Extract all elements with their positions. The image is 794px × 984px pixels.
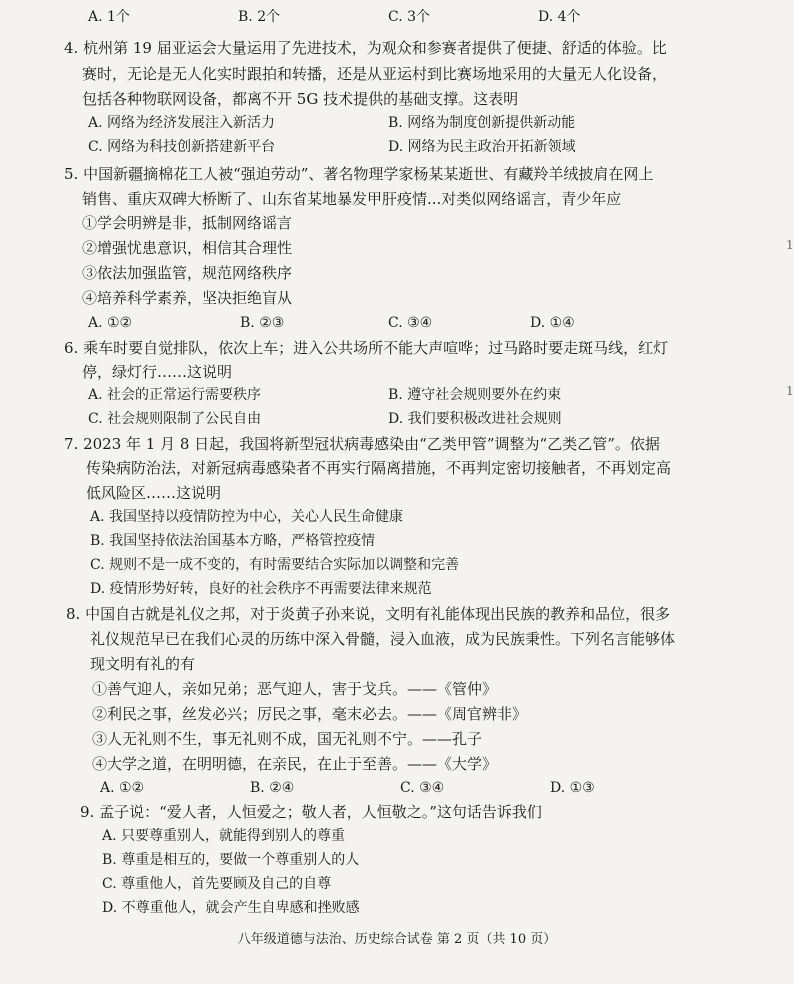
- q6-option-a: A. 社会的正常运行需要秩序: [88, 387, 262, 403]
- q3-option-b: B. 2个: [238, 9, 281, 25]
- q5-option-c: C. ③④: [388, 315, 433, 331]
- q6-line-1: 6. 乘车时要自觉排队，依次上车；进入公共场所不能大声喧哗；过马路时要走斑马线，红灯: [64, 339, 669, 357]
- q5-item-3: ③依法加强监管，规范网络秩序: [82, 264, 293, 282]
- q6-option-c: C. 社会规则限制了公民自由: [88, 411, 262, 427]
- q4-line-2: 赛时，无论是无人化实时跟拍和转播，还是从亚运村到比赛场地采用的大量无人化设备，: [82, 65, 668, 83]
- q5-option-b: B. ②③: [240, 315, 285, 331]
- q8-line-1: 8. 中国自古就是礼仪之邦，对于炎黄子孙来说，文明有礼能体现出民族的教养和品位，很多: [66, 605, 671, 623]
- page-footer: 八年级道德与法治、历史综合试卷 第 2 页（共 10 页）: [237, 932, 557, 947]
- edge-mark-1: 1: [786, 238, 794, 252]
- q5-item-4: ④培养科学素养，坚决拒绝盲从: [82, 289, 293, 307]
- q4-line-3: 包括各种物联网设备，都离不开 5G 技术提供的基础支撑。这表明: [82, 90, 519, 108]
- q8-option-c: C. ③④: [400, 780, 445, 796]
- q3-option-c: C. 3个: [388, 9, 431, 25]
- q8-option-a: A. ①②: [100, 780, 145, 796]
- q4-line-1: 4. 杭州第 19 届亚运会大量运用了先进技术，为观众和参赛者提供了便捷、舒适的体验。比: [64, 39, 667, 57]
- q9-option-d: D. 不尊重他人，就会产生自卑感和挫败感: [102, 900, 360, 916]
- q9-line-1: 9. 孟子说：“爱人者，人恒爱之；敬人者，人恒敬之。”这句话告诉我们: [80, 803, 542, 821]
- q7-option-d: D. 疫情形势好转，良好的社会秩序不再需要法律来规范: [90, 581, 432, 597]
- q8-line-3: 现文明有礼的有: [90, 655, 196, 673]
- q4-option-c: C. 网络为科技创新搭建新平台: [88, 139, 276, 155]
- q7-option-c: C. 规则不是一成不变的，有时需要结合实际加以调整和完善: [90, 557, 460, 573]
- q9-option-a: A. 只要尊重别人，就能得到别人的尊重: [102, 828, 346, 844]
- edge-mark-2: 1: [786, 384, 794, 398]
- q3-option-a: A. 1个: [88, 9, 130, 25]
- q7-line-2: 传染病防治法，对新冠病毒感染者不再实行隔离措施，不再判定密切接触者，不再划定高: [86, 459, 672, 477]
- q4-option-b: B. 网络为制度创新提供新动能: [388, 115, 576, 131]
- q8-item-4: ④大学之道，在明明德，在亲民，在止于至善。——《大学》: [92, 755, 498, 773]
- q4-option-a: A. 网络为经济发展注入新活力: [88, 115, 276, 131]
- q8-item-2: ②利民之事，丝发必兴；厉民之事，毫末必去。——《周官辨非》: [92, 705, 528, 723]
- q6-option-d: D. 我们要积极改进社会规则: [388, 411, 562, 427]
- q5-option-d: D. ①④: [530, 315, 575, 331]
- q8-option-d: D. ①③: [550, 780, 595, 796]
- q7-option-b: B. 我国坚持依法治国基本方略，严格管控疫情: [90, 533, 376, 549]
- q8-item-1: ①善气迎人，亲如兄弟；恶气迎人，害于戈兵。——《管仲》: [92, 680, 498, 698]
- q6-option-b: B. 遵守社会规则要外在约束: [388, 387, 562, 403]
- q8-option-b: B. ②④: [250, 780, 295, 796]
- q7-option-a: A. 我国坚持以疫情防控为中心，关心人民生命健康: [90, 509, 404, 525]
- q8-item-3: ③人无礼则不生，事无礼则不成，国无礼则不宁。——孔子: [92, 730, 483, 748]
- q7-line-1: 7. 2023 年 1 月 8 日起，我国将新型冠状病毒感染由“乙类甲管”调整为“乙类乙管”。依据: [64, 435, 660, 453]
- q6-line-2: 停，绿灯行……这说明: [82, 363, 233, 381]
- q3-option-d: D. 4个: [538, 9, 581, 25]
- q7-line-3: 低风险区……这说明: [86, 484, 222, 502]
- q9-option-c: C. 尊重他人，首先要顾及自己的自尊: [102, 876, 332, 892]
- q4-option-d: D. 网络为民主政治开拓新领域: [388, 139, 576, 155]
- q9-option-b: B. 尊重是相互的，要做一个尊重别人的人: [102, 852, 360, 868]
- q5-item-2: ②增强忧患意识，相信其合理性: [82, 239, 293, 257]
- q5-item-1: ①学会明辨是非，抵制网络谣言: [82, 214, 293, 232]
- q5-option-a: A. ①②: [88, 315, 133, 331]
- q5-line-1: 5. 中国新疆摘棉花工人被“强迫劳动”、著名物理学家杨某某逝世、有藏羚羊绒披肩在网上: [64, 165, 654, 183]
- q5-line-2: 销售、重庆双碑大桥断了、山东省某地暴发甲肝疫情...对类似网络谣言，青少年应: [82, 190, 622, 208]
- q8-line-2: 礼仪规范早已在我们心灵的历练中深入骨髓，浸入血液，成为民族秉性。下列名言能够体: [90, 630, 676, 648]
